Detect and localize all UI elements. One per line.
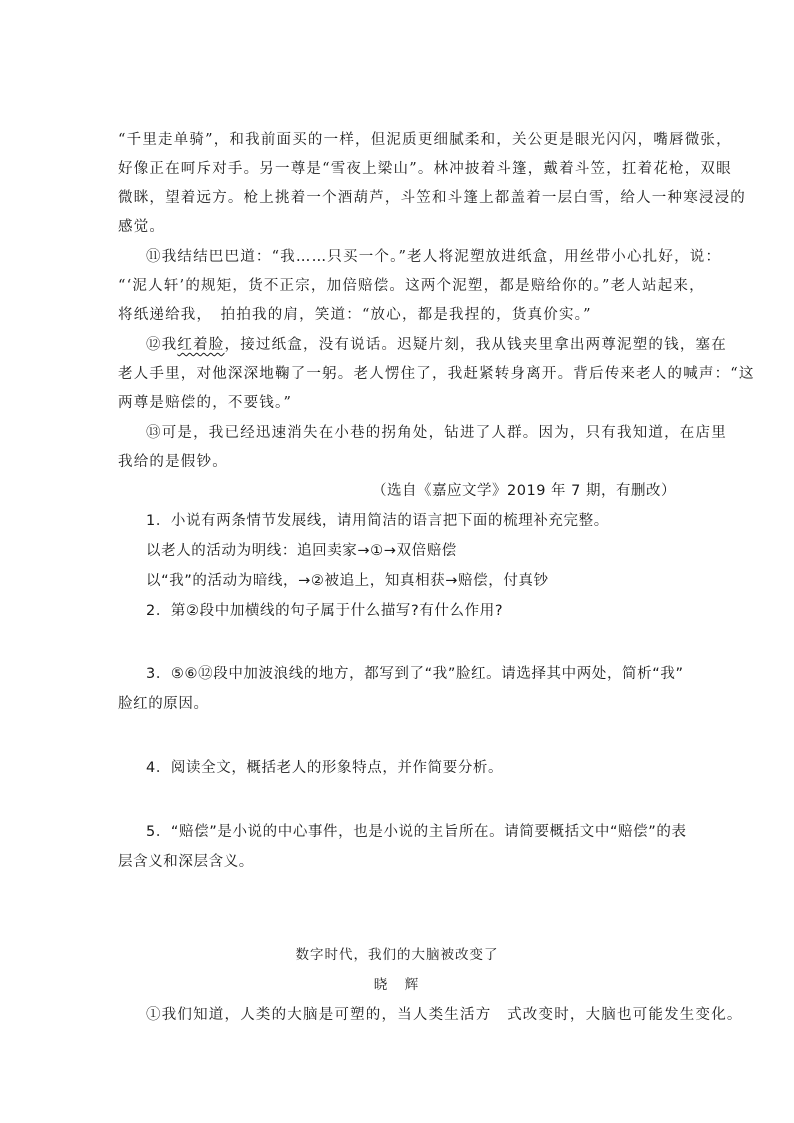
question-1-subline: 以“我”的活动为暗线，→②被追上，知真相获→赔偿，付真钞 — [146, 573, 549, 589]
passage-line: 感觉。 — [118, 219, 166, 235]
paragraph-11-line: 将纸递给我， 拍拍我的肩，笑道：“放心，都是我捏的，货真价实。” — [118, 307, 592, 323]
question-2: 2．第②段中加横线的句子属于什么描写?有什么作用? — [146, 603, 504, 619]
question-3: 3．⑤⑥⑫段中加波浪线的地方，都写到了“我”脸红。请选择其中两处，简析“我” — [146, 666, 684, 682]
paragraph-12-line — [146, 335, 727, 355]
question-5: 5．“赔偿”是小说的中心事件，也是小说的主旨所在。请简要概括文中“赔偿”的表 — [146, 824, 687, 840]
question-5-continued: 层含义和深层含义。 — [118, 854, 254, 870]
article-author: 晓 辉 — [373, 977, 421, 993]
paragraph-13-line: 我给的是假钞。 — [118, 454, 228, 470]
paragraph-12-text: ，接过纸盒，没有说话。迟疑片刻，我从钱夹里拿出两尊泥塑的钱，塞在 — [224, 337, 727, 353]
paragraph-12-line: 老人手里，对他深深地鞠了一躬。老人愣住了，我赶紧转身离开。背后传来老人的喊声：“这 — [118, 366, 755, 382]
paragraph-11-line: ⑪我结结巴巴道：“我……只买一个。”老人将泥塑放进纸盒，用丝带小心扎好，说： — [146, 249, 722, 265]
passage-line: 好像正在呵斥对手。另一尊是“雪夜上梁山”。林冲披着斗篷，戴着斗笠，扛着花枪，双眼 — [118, 161, 732, 177]
paragraph-12-prefix: ⑫我 — [146, 337, 178, 353]
wavy-underlined-phrase: 红着脸 — [177, 337, 225, 353]
question-1-mainline: 以老人的活动为明线：追回卖家→①→双倍赔偿 — [146, 543, 457, 559]
article-title: 数字时代，我们的大脑被改变了 — [295, 947, 499, 963]
question-3-continued: 脸红的原因。 — [118, 696, 209, 712]
source-citation: （选自《嘉应文学》2019 年 7 期，有删改） — [372, 483, 676, 499]
paragraph-12-line: 两尊是赔偿的，不要钱。” — [118, 395, 293, 411]
paragraph-13-line: ⑬可是，我已经迅速消失在小巷的拐角处，钻进了人群。因为，只有我知道，在店里 — [146, 425, 727, 441]
paragraph-11-line: “‘泥人轩’的规矩，货不正宗，加倍赔偿。这两个泥塑，都是赔给你的。”老人站起来， — [118, 278, 705, 294]
passage-line: “千里走单骑”，和我前面买的一样，但泥质更细腻柔和，关公更是眼光闪闪，嘴唇微张， — [118, 132, 732, 148]
article-first-paragraph: ①我们知道，人类的大脑是可塑的，当人类生活方 式改变时，大脑也可能发生变化。 — [146, 1007, 743, 1023]
question-1: 1．小说有两条情节发展线，请用简洁的语言把下面的梳理补充完整。 — [146, 513, 609, 529]
passage-line: 微眯，望着远方。枪上挑着一个酒葫芦，斗笠和斗篷上都盖着一层白雪，给人一种寒浸浸的 — [118, 190, 746, 206]
question-4: 4．阅读全文，概括老人的形象特点，并作简要分析。 — [146, 760, 504, 776]
